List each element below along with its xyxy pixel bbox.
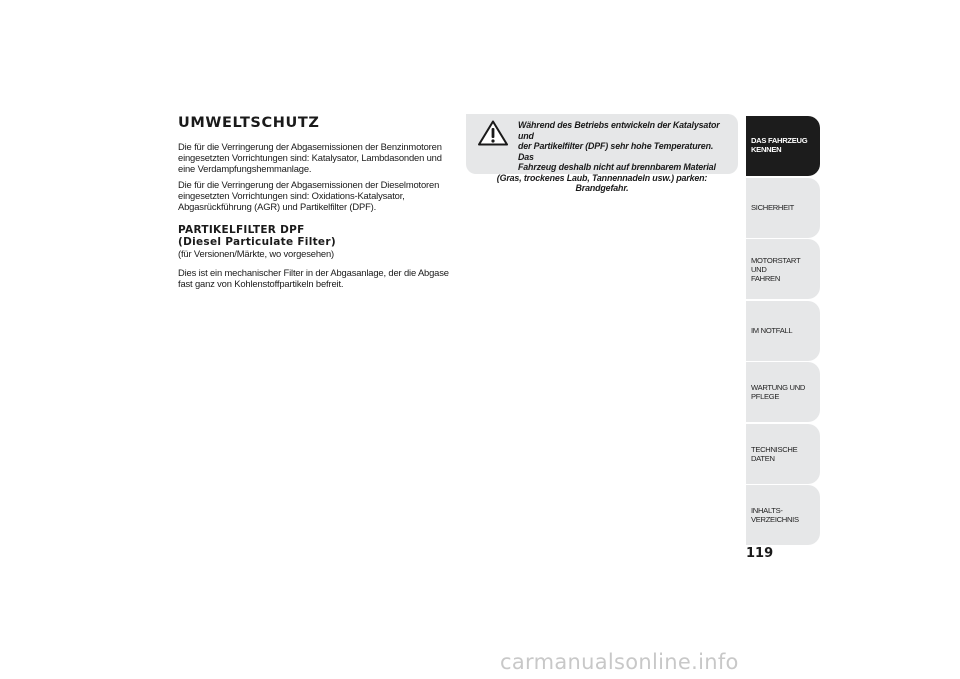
section-title: UMWELTSCHUTZ	[178, 115, 320, 131]
warning-box	[466, 114, 738, 193]
warning-line-4: (Gras, trockenes Laub, Tannennadeln usw.) parken: Brandgefahr.	[496, 172, 708, 193]
warning-line-1: Während des Betriebs entwickeln der Katalysator und	[518, 120, 720, 141]
tab-im-notfall[interactable]: IM NOTFALL	[746, 301, 820, 361]
tab-sicherheit[interactable]: SICHERHEIT	[746, 178, 820, 238]
tab-wartung-und-pflege[interactable]: WARTUNG UND PFLEGE	[746, 362, 820, 422]
subsection-subtitle: (Diesel Particulate Filter)	[178, 235, 336, 248]
version-note: (für Versionen/Märkte, wo vorgesehen)	[178, 248, 334, 259]
tab-inhaltsverzeichnis[interactable]: INHALTS- VERZEICHNIS	[746, 485, 820, 545]
chapter-tabs	[746, 116, 820, 547]
warning-line-2: der Partikelfilter (DPF) sehr hohe Temperaturen. Das	[518, 141, 714, 162]
warning-line-3: Fahrzeug deshalb nicht auf brennbarem Material	[518, 162, 716, 172]
watermark: carmanualsonline.info	[500, 650, 739, 674]
warning-text	[474, 120, 730, 194]
page-number: 119	[746, 546, 774, 561]
tab-das-fahrzeug-kennen[interactable]: DAS FAHRZEUG KENNEN	[746, 116, 820, 176]
paragraph-petrol: Die für die Verringerung der Abgasemissionen der Benzinmotoren eingesetzten Vorrichtungen sind: Katalysator, Lambdasonden und eine Verdampfungshemmanlage.	[178, 141, 442, 174]
main-content	[178, 114, 456, 294]
tab-motorstart-und-fahren[interactable]: MOTORSTART UND FAHREN	[746, 239, 820, 299]
paragraph-diesel: Die für die Verringerung der Abgasemissionen der Dieselmotoren eingesetzten Vorrichtungen sind: Oxidations-Katalysator, Abgasrückführung (AGR) und Partikelfilter (DPF).	[178, 179, 440, 212]
subsection-title: PARTIKELFILTER DPF	[178, 224, 305, 236]
paragraph-dpf: Dies ist ein mechanischer Filter in der Abgasanlage, der die Abgase fast ganz von Kohlenstoffpartikeln befreit.	[178, 267, 449, 289]
tab-technische-daten[interactable]: TECHNISCHE DATEN	[746, 424, 820, 484]
